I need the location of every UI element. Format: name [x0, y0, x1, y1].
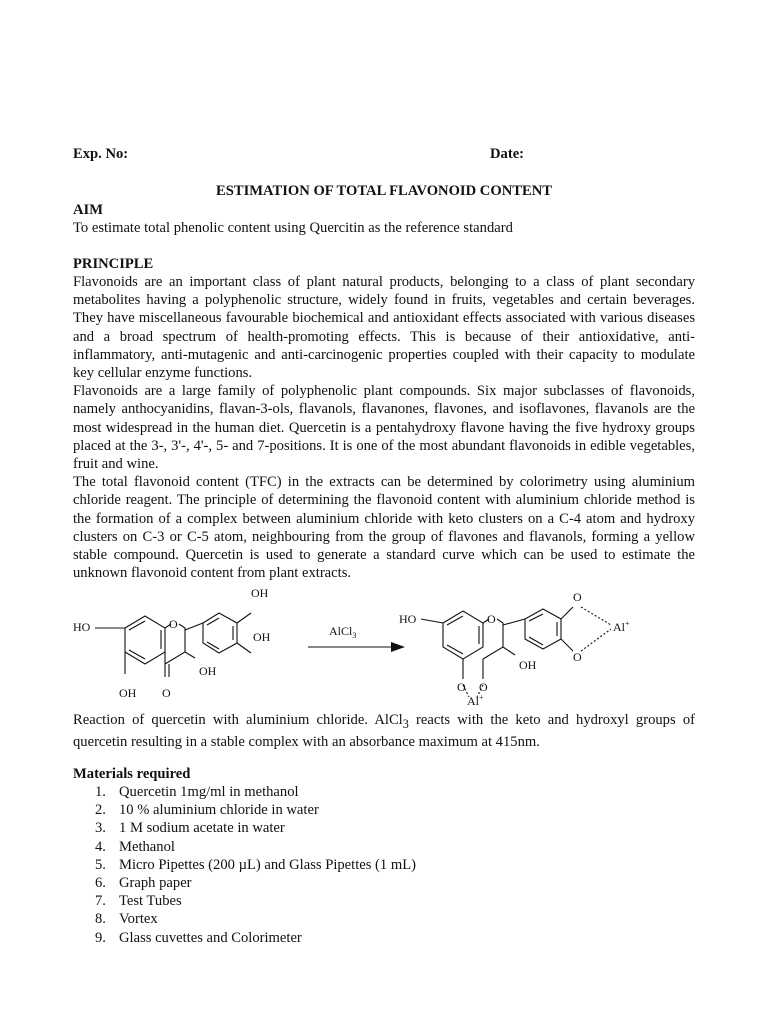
- list-item-number: 3.: [95, 820, 106, 837]
- principle-paragraph: Flavonoids are an important class of plant natural products, belonging to a class of plant secondary metabolites having a polyphenolic structure, widely found in fruits, vegetables and certain beverages. They have miscellaneous favourable biochemical and antioxidant effects associated with various diseases and a broad spectrum of health-promoting effects. This is because of their antioxidative, anti-inflammatory, anti-mutagenic and anti-carcinogenic properties coupled with their capacity to modulate key cellular enzyme functions.: [73, 274, 695, 382]
- list-item-number: 5.: [95, 856, 106, 873]
- oh-label-top: OH: [251, 586, 269, 600]
- list-item-text: Quercetin 1mg/ml in methanol: [119, 784, 299, 800]
- list-item-text: Micro Pipettes (200 µL) and Glass Pipettes (1 mL): [119, 856, 416, 873]
- principle-heading: PRINCIPLE: [73, 256, 154, 272]
- o-label-a: O: [573, 590, 582, 604]
- list-item-number: 4.: [95, 838, 106, 855]
- list-item-text: Test Tubes: [119, 893, 182, 910]
- o-keto-label: O: [162, 686, 171, 700]
- list-item: [73, 856, 416, 874]
- principle-paragraph: Flavonoids are a large family of polyphenolic plant compounds. Six major subclasses of flavonoids, namely anthocyanidins, flavan-3-ols, flavanols, flavanones, flavones, and isoflavones, flavanols are the most widespread in the human diet. Quercetin is a pentahydroxy flavone having the five hydroxy groups placed at the 3-, 3'-, 4'-, 5- and 7-positions. It is one of the most abundant flavonoids in edible vegetables, fruit and wine.: [73, 383, 695, 473]
- ho-label-complex: HO: [399, 612, 417, 626]
- list-item-number: 7.: [95, 893, 106, 910]
- list-item-text: 10 % aluminium chloride in water: [119, 802, 319, 819]
- caption-text: Reaction of quercetin with aluminium chloride. AlCl$_3$ reacts with the keto and hydroxyl groups of quercetin resulting in a stable complex with an absorbance maximum at 415nm.: [73, 712, 696, 751]
- page-title: ESTIMATION OF TOTAL FLAVONOID CONTENT: [216, 183, 552, 199]
- date-label: Date:: [490, 146, 525, 162]
- oh-label-bottom: OH: [119, 686, 137, 700]
- aim-text: To estimate total phenolic content using Quercitin as the reference standard: [73, 220, 513, 236]
- list-item-number: 6.: [95, 875, 106, 892]
- list-item: [73, 929, 416, 947]
- o-label-c: O: [457, 680, 466, 694]
- exp-no-label: Exp. No:: [73, 146, 129, 162]
- o-label-b: O: [573, 650, 582, 664]
- list-item-text: 1 M sodium acetate in water: [119, 820, 285, 837]
- oh-label-ring: OH: [199, 664, 217, 678]
- oh-label-complex: OH: [519, 658, 537, 672]
- al-label-bottom: Al+: [467, 693, 484, 707]
- list-item: [73, 819, 416, 837]
- reaction-arrow: [308, 624, 405, 652]
- o-ring-label-complex: O: [487, 612, 496, 626]
- list-item-text: Methanol: [119, 838, 175, 855]
- list-item: [73, 892, 416, 910]
- oh-label-right: OH: [253, 630, 271, 644]
- o-ring-label: O: [169, 617, 178, 631]
- list-item-number: 1.: [95, 784, 106, 800]
- reaction-scheme-figure: [73, 585, 695, 707]
- materials-heading: Materials required: [73, 766, 191, 782]
- list-item-text: Vortex: [119, 911, 158, 928]
- list-item-text: Glass cuvettes and Colorimeter: [119, 929, 302, 946]
- o-label-d: O: [479, 680, 488, 694]
- list-item: [73, 783, 416, 801]
- materials-list: [73, 783, 416, 947]
- list-item-number: 2.: [95, 802, 106, 819]
- reaction-scheme-svg: [73, 585, 695, 707]
- aluminium-complex-structure: [399, 590, 630, 707]
- list-item: [73, 910, 416, 928]
- list-item: [73, 874, 416, 892]
- reagent-label: AlCl$_3$: [329, 624, 357, 640]
- al-label-top: Al+: [613, 619, 630, 634]
- principle-paragraph: The total flavonoid content (TFC) in the extracts can be determined by colorimetry using aluminium chloride reagent. The principle of determining the flavonoid content with aluminium chloride method is the formation of a complex between aluminium chloride with keto clusters on a C-4 atom and hydroxy clusters on C-3 or C-5 atom, neighbouring from the group of flavones and flavanols, forming a yellow stable compound. Quercetin is used to generate a standard curve which can be used to estimate the unknown flavonoid content from plant extracts.: [73, 474, 695, 582]
- list-item-text: Graph paper: [119, 875, 192, 892]
- list-item-number: 9.: [95, 929, 106, 946]
- aim-heading: AIM: [73, 202, 103, 218]
- list-item-number: 8.: [95, 911, 106, 928]
- figure-caption: [73, 711, 695, 751]
- principle-body: [73, 273, 695, 582]
- quercetin-structure: [73, 586, 271, 700]
- list-item: [73, 838, 416, 856]
- list-item: [73, 801, 416, 819]
- ho-label: HO: [73, 620, 91, 634]
